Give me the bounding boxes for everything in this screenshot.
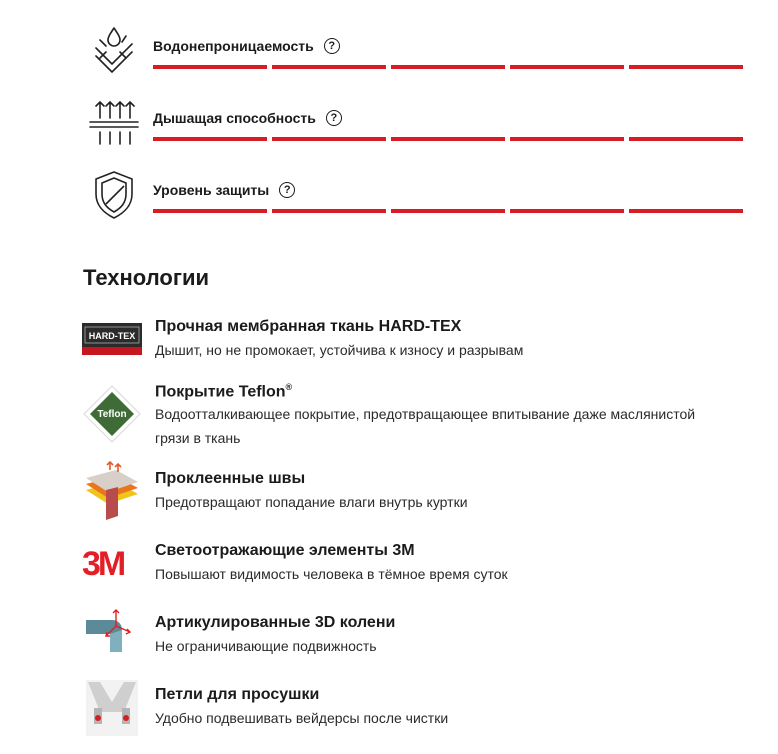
tech-description: Дышит, но не промокает, устойчива к износу и разрывам <box>155 342 524 358</box>
hard-tex-logo <box>82 323 142 355</box>
tech-title: Артикулированные 3D колени <box>155 614 396 631</box>
tech-description: Не ограничивающие подвижность <box>155 638 377 654</box>
help-icon[interactable]: ? <box>279 182 295 198</box>
rating-bar <box>153 209 267 213</box>
knee-icon <box>82 606 142 656</box>
drying-loops-icon <box>82 678 142 740</box>
rating-bar <box>629 65 743 69</box>
rating-bar <box>391 137 505 141</box>
help-icon[interactable]: ? <box>324 38 340 54</box>
feature-breathability <box>0 94 778 154</box>
hard-tex-logo-text: HARD-TEX <box>88 331 136 341</box>
rating-bar <box>510 137 624 141</box>
rating-bar <box>629 137 743 141</box>
rating-bar <box>153 65 267 69</box>
protection-shield-icon <box>86 166 142 222</box>
rating-bar <box>272 137 386 141</box>
rating-bars <box>153 209 743 213</box>
3m-logo <box>82 545 142 579</box>
tech-title: Светоотражающие элементы 3M <box>155 542 415 559</box>
feature-waterproof <box>0 22 778 82</box>
tech-description: Повышают видимость человека в тёмное время суток <box>155 566 508 582</box>
taped-seams-icon <box>82 460 142 522</box>
feature-label: Уровень защиты ? <box>153 182 295 198</box>
teflon-logo <box>82 384 142 444</box>
help-icon[interactable]: ? <box>326 110 342 126</box>
3m-logo-text: 3M <box>82 545 124 579</box>
tech-description: Предотвращают попадание влаги внутрь куртки <box>155 494 468 510</box>
rating-bars <box>153 137 743 141</box>
tech-title: Петли для просушки <box>155 686 320 703</box>
tech-description: Водоотталкивающее покрытие, предотвращающее впитывание даже маслянистой грязи в ткань <box>155 406 696 446</box>
tech-title: Проклеенные швы <box>155 470 306 487</box>
feature-label: Водонепроницаемость ? <box>153 38 340 54</box>
rating-bar <box>153 137 267 141</box>
tech-title: Покрытие Teflon® <box>155 382 293 401</box>
feature-label: Дышащая способность ? <box>153 110 342 126</box>
section-title: Технологии <box>83 265 210 290</box>
rating-bar <box>272 209 386 213</box>
rating-bar <box>510 65 624 69</box>
teflon-logo-text: Teflon <box>97 409 127 420</box>
rating-bar <box>629 209 743 213</box>
feature-protection <box>0 166 778 226</box>
rating-bar <box>391 209 505 213</box>
waterproof-icon <box>86 22 142 78</box>
tech-title: Прочная мембранная ткань HARD-TEX <box>155 318 462 335</box>
rating-bar <box>391 65 505 69</box>
tech-description: Удобно подвешивать вейдерсы после чистки <box>155 710 449 726</box>
rating-bar <box>272 65 386 69</box>
rating-bars <box>153 65 743 69</box>
rating-bar <box>510 209 624 213</box>
breathability-icon <box>86 94 142 150</box>
